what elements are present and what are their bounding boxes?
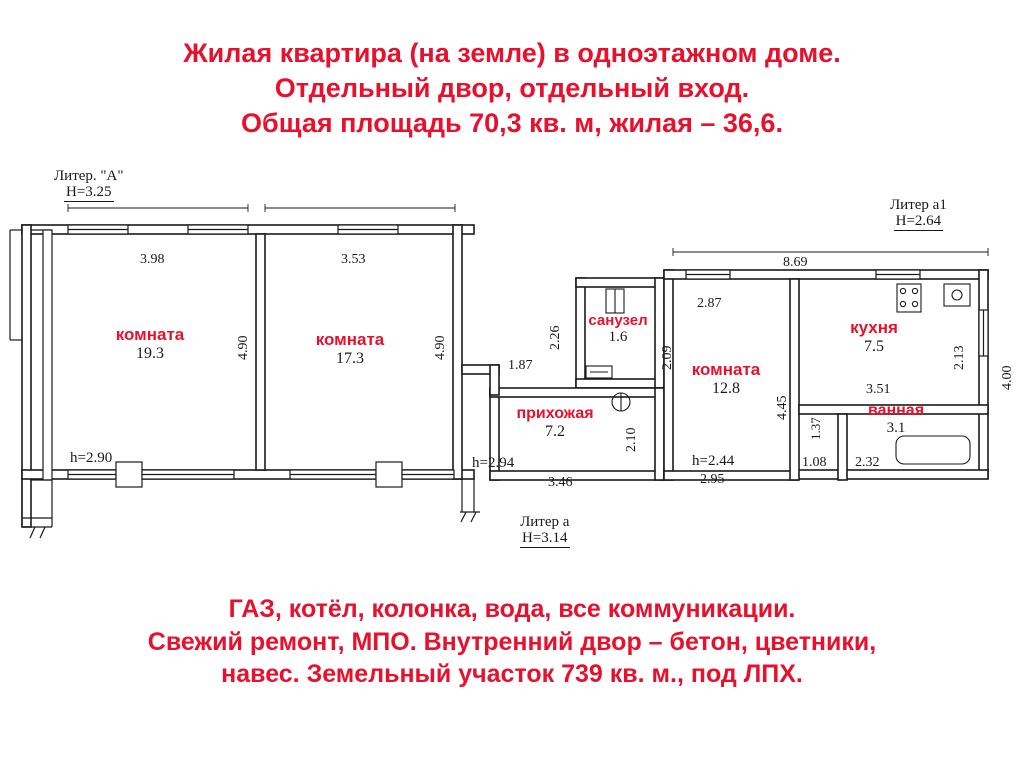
room-name: санузел bbox=[588, 312, 648, 329]
dim-room1-height: 4.90 bbox=[236, 335, 251, 360]
title-line-3: Общая площадь 70,3 кв. м, жилая – 36,6. bbox=[241, 108, 783, 139]
room-area: 7.5 bbox=[864, 338, 884, 355]
room-name: ванная bbox=[867, 402, 925, 419]
footer-line-3: навес. Земельный участок 739 кв. м., под ЛПХ. bbox=[221, 660, 803, 688]
dim-sanuzel-height: 2.26 bbox=[548, 325, 563, 350]
room-kuhnya bbox=[828, 318, 920, 356]
room-name: комната bbox=[691, 360, 761, 379]
title-line-2: Отдельный двор, отдельный вход. bbox=[274, 73, 750, 104]
room-vannaya bbox=[848, 402, 944, 437]
dim-hall-ceiling: h=2.94 bbox=[472, 455, 515, 471]
dim-room2-height: 4.90 bbox=[433, 335, 448, 360]
liter-a-small-height: H=3.14 bbox=[522, 529, 568, 546]
footer-line-2: Свежий ремонт, МПО. Внутренний двор – бетон, цветники, bbox=[147, 627, 877, 656]
dim-hall-left-width: 1.87 bbox=[508, 358, 533, 373]
page-footer bbox=[0, 593, 1024, 691]
dim-top-room1-width: 3.98 bbox=[140, 252, 165, 267]
liter-a1-caption bbox=[890, 198, 947, 231]
room-area: 3.1 bbox=[886, 420, 906, 436]
room-name: кухня bbox=[850, 318, 898, 337]
liter-a1-height: H=2.64 bbox=[895, 212, 942, 229]
room-area: 12.8 bbox=[712, 380, 740, 397]
floor-plan-drawing bbox=[0, 170, 1024, 570]
title-line-1: Жилая квартира (на земле) в одноэтажном доме. bbox=[183, 38, 841, 68]
dim-room1-ceiling: h=2.90 bbox=[70, 450, 113, 466]
room-name: прихожая bbox=[516, 405, 594, 422]
room-komnata-19-3 bbox=[70, 325, 230, 363]
dim-room5-width: 2.95 bbox=[700, 472, 725, 487]
room-komnata-12-8 bbox=[668, 360, 784, 398]
dim-hall-width: 3.46 bbox=[548, 475, 573, 490]
room-area: 7.2 bbox=[545, 423, 565, 440]
dim-room5-left-height: 2.09 bbox=[660, 345, 675, 370]
dim-bath-left: 1.08 bbox=[802, 455, 827, 470]
dim-right-overall-height: 4.00 bbox=[1000, 365, 1015, 390]
room-prihozhaya bbox=[496, 405, 614, 441]
dim-top-room2-width: 3.53 bbox=[341, 252, 366, 267]
dim-bath-inner: 1.37 bbox=[808, 417, 823, 440]
liter-a-small-name: Литер а bbox=[520, 514, 570, 530]
liter-a-caption bbox=[54, 169, 124, 202]
room-area: 17.3 bbox=[336, 350, 364, 367]
liter-a1-name: Литер а1 bbox=[890, 197, 947, 213]
room-sanuzel bbox=[570, 312, 666, 346]
liter-a-height: H=3.25 bbox=[65, 183, 112, 200]
page-title bbox=[0, 36, 1024, 141]
dim-hall-height: 2.10 bbox=[624, 427, 639, 452]
dim-kitchen-width: 3.51 bbox=[866, 382, 891, 397]
dim-room5-top: 2.87 bbox=[697, 296, 722, 311]
room-komnata-17-3 bbox=[275, 330, 425, 368]
dim-kitchen-right-height: 2.13 bbox=[952, 345, 967, 370]
dim-room5-right-height: 4.45 bbox=[775, 395, 790, 420]
room-name: комната bbox=[315, 330, 385, 349]
room-area: 19.3 bbox=[136, 345, 164, 362]
footer-line-1: ГАЗ, котёл, колонка, вода, все коммуникации. bbox=[228, 595, 796, 623]
liter-a-name: Литер. "А" bbox=[54, 168, 124, 184]
room-area: 1.6 bbox=[608, 329, 628, 345]
dim-bath-width: 2.32 bbox=[855, 455, 880, 470]
liter-a-small-caption bbox=[520, 515, 570, 548]
room-name: комната bbox=[115, 325, 185, 344]
dim-top-overall: 8.69 bbox=[783, 255, 808, 270]
dim-room5-ceiling: h=2.44 bbox=[692, 453, 735, 469]
